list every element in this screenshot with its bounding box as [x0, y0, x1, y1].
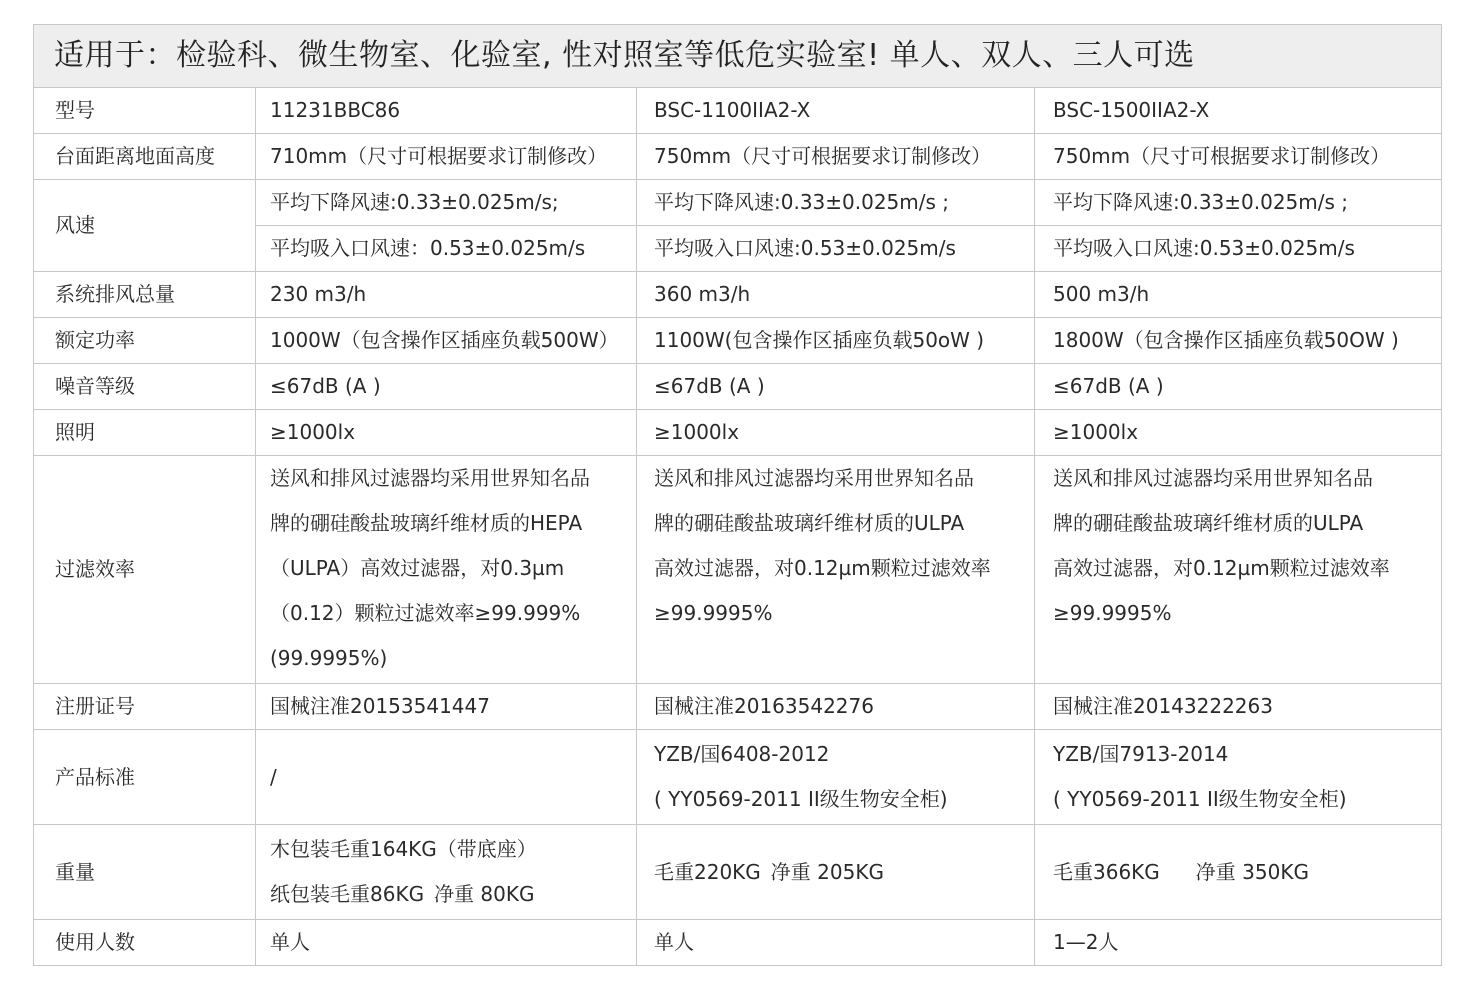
filter-1-line: （0.12）颗粒过滤效率≥99.999% — [270, 601, 581, 625]
cell-noise-2: ≤67dB (A ) — [637, 364, 1035, 410]
std-3-line: YZB/国7913-2014 — [1053, 742, 1229, 766]
cell-wind-down-3: 平均下降风速:0.33±0.025m/s ; — [1035, 180, 1442, 226]
table-row — [34, 456, 1442, 684]
table-row — [34, 825, 1442, 920]
title-row — [34, 25, 1442, 88]
table-row — [34, 272, 1442, 318]
cell-weight-2 — [637, 825, 1035, 920]
row-label-power: 额定功率 — [34, 318, 256, 364]
std-3-line: ( YY0569-2011 II级生物安全柜) — [1053, 787, 1347, 811]
weight-3-gross: 毛重366KG — [1053, 859, 1160, 884]
cell-model-3: BSC-1500IIA2-X — [1035, 88, 1442, 134]
filter-1-line: （ULPA）高效过滤器，对0.3µm — [270, 556, 565, 580]
cell-reg-2: 国械注准20163542276 — [637, 684, 1035, 730]
cell-height-2: 750mm（尺寸可根据要求订制修改） — [637, 134, 1035, 180]
cell-wind-in-2: 平均吸入口风速:0.53±0.025m/s — [637, 226, 1035, 272]
cell-exhaust-2: 360 m3/h — [637, 272, 1035, 318]
filter-2-line: 牌的硼硅酸盐玻璃纤维材质的ULPA — [654, 511, 965, 535]
row-label-light: 照明 — [34, 410, 256, 456]
spec-table — [33, 24, 1442, 966]
cell-noise-3: ≤67dB (A ) — [1035, 364, 1442, 410]
row-label-model: 型号 — [34, 88, 256, 134]
filter-3-line: 送风和排风过滤器均采用世界知名品 — [1053, 466, 1373, 490]
cell-power-1: 1000W（包含操作区插座负载500W） — [256, 318, 637, 364]
cell-filter-1 — [256, 456, 637, 684]
cell-std-3 — [1035, 730, 1442, 825]
filter-3-line: ≥99.9995% — [1053, 601, 1172, 625]
weight-3-net: 净重 350KG — [1195, 859, 1309, 884]
cell-model-1: 11231BBC86 — [256, 88, 637, 134]
filter-2-line: 高效过滤器，对0.12µm颗粒过滤效率 — [654, 556, 991, 580]
cell-wind-in-1: 平均吸入口风速：0.53±0.025m/s — [256, 226, 637, 272]
cell-light-2: ≥1000lx — [637, 410, 1035, 456]
row-label-reg: 注册证号 — [34, 684, 256, 730]
cell-users-2: 单人 — [637, 920, 1035, 966]
weight-1-line — [270, 872, 636, 917]
table-row — [34, 684, 1442, 730]
cell-height-1: 710mm（尺寸可根据要求订制修改） — [256, 134, 637, 180]
table-row — [34, 364, 1442, 410]
cell-filter-3 — [1035, 456, 1442, 684]
cell-users-3: 1—2人 — [1035, 920, 1442, 966]
table-title: 适用于：检验科、微生物室、化验室, 性对照室等低危实验室! 单人、双人、三人可选 — [34, 25, 1442, 88]
weight-2-net: 净重 205KG — [770, 859, 884, 884]
cell-power-3: 1800W（包含操作区插座负载50OW ) — [1035, 318, 1442, 364]
weight-1-net: 净重 80KG — [434, 882, 535, 906]
cell-weight-3 — [1035, 825, 1442, 920]
cell-power-2: 1100W(包含操作区插座负载50oW ) — [637, 318, 1035, 364]
std-2-line: ( YY0569-2011 II级生物安全柜) — [654, 787, 948, 811]
cell-noise-1: ≤67dB (A ) — [256, 364, 637, 410]
table-row — [34, 730, 1442, 825]
cell-weight-1 — [256, 825, 637, 920]
table-row — [34, 410, 1442, 456]
filter-3-line: 牌的硼硅酸盐玻璃纤维材质的ULPA — [1053, 511, 1364, 535]
row-label-weight: 重量 — [34, 825, 256, 920]
cell-height-3: 750mm（尺寸可根据要求订制修改） — [1035, 134, 1442, 180]
table-row — [34, 920, 1442, 966]
table-row — [34, 88, 1442, 134]
cell-exhaust-1: 230 m3/h — [256, 272, 637, 318]
cell-wind-in-3: 平均吸入口风速:0.53±0.025m/s — [1035, 226, 1442, 272]
row-label-noise: 噪音等级 — [34, 364, 256, 410]
cell-users-1: 单人 — [256, 920, 637, 966]
cell-std-2 — [637, 730, 1035, 825]
table-row — [34, 180, 1442, 226]
filter-1-line: 送风和排风过滤器均采用世界知名品 — [270, 466, 590, 490]
filter-3-line: 高效过滤器，对0.12µm颗粒过滤效率 — [1053, 556, 1390, 580]
row-label-exhaust: 系统排风总量 — [34, 272, 256, 318]
cell-wind-down-2: 平均下降风速:0.33±0.025m/s ; — [637, 180, 1035, 226]
filter-1-line: 牌的硼硅酸盐玻璃纤维材质的HEPA — [270, 511, 583, 535]
row-label-std: 产品标准 — [34, 730, 256, 825]
cell-light-3: ≥1000lx — [1035, 410, 1442, 456]
row-label-users: 使用人数 — [34, 920, 256, 966]
table-row — [34, 318, 1442, 364]
filter-2-line: 送风和排风过滤器均采用世界知名品 — [654, 466, 974, 490]
std-2-line: YZB/国6408-2012 — [654, 742, 830, 766]
weight-1-gross: 纸包装毛重86KG — [270, 882, 425, 906]
weight-1-line: 木包装毛重164KG（带底座） — [270, 837, 537, 861]
cell-light-1: ≥1000lx — [256, 410, 637, 456]
filter-2-line: ≥99.9995% — [654, 601, 773, 625]
row-label-wind: 风速 — [34, 180, 256, 272]
cell-exhaust-3: 500 m3/h — [1035, 272, 1442, 318]
row-label-height: 台面距离地面高度 — [34, 134, 256, 180]
cell-reg-3: 国械注准20143222263 — [1035, 684, 1442, 730]
filter-1-line: (99.9995%) — [270, 646, 388, 670]
cell-model-2: BSC-1100IIA2-X — [637, 88, 1035, 134]
row-label-filter: 过滤效率 — [34, 456, 256, 684]
cell-reg-1: 国械注准20153541447 — [256, 684, 637, 730]
weight-2-gross: 毛重220KG — [654, 859, 761, 884]
table-row — [34, 134, 1442, 180]
cell-filter-2 — [637, 456, 1035, 684]
cell-wind-down-1: 平均下降风速:0.33±0.025m/s; — [256, 180, 637, 226]
cell-std-1: / — [256, 730, 637, 825]
